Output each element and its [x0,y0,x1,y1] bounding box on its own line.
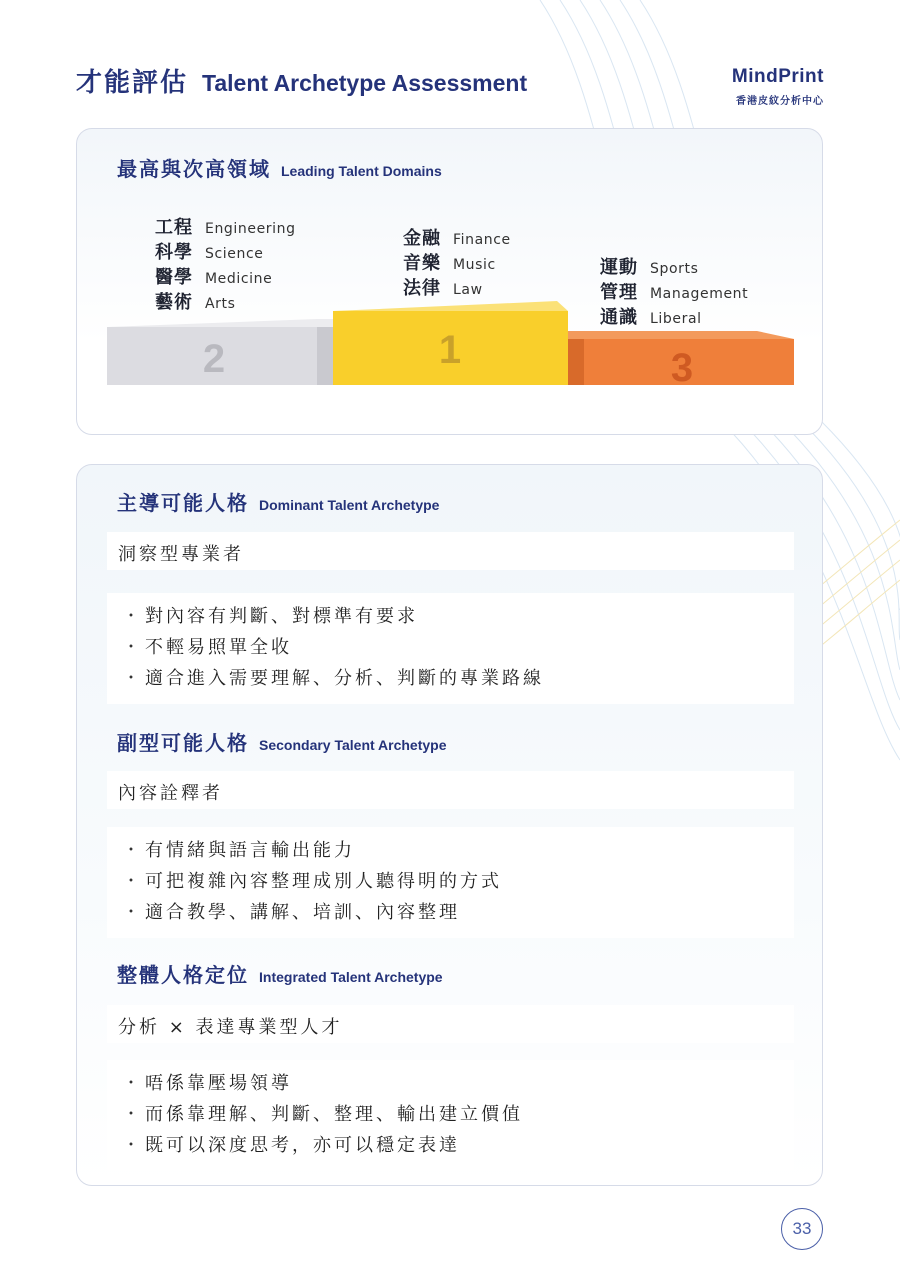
domain-en: Medicine [205,271,273,287]
domain-en: Finance [453,232,511,248]
section-title-en: Leading Talent Domains [281,163,442,179]
domain-en: Engineering [205,221,296,237]
bullet-dot: ・ [123,606,143,625]
domain-en: Management [650,286,749,302]
page-title-en: Talent Archetype Assessment [202,70,528,96]
domain-zh: 醫學 [155,267,193,288]
section-title-en: Dominant Talent Archetype [259,497,440,513]
domain-en: Law [453,282,483,298]
list-item [123,833,778,864]
dominant-archetype-name: 洞察型專業者 [107,532,794,570]
page-title [76,62,527,99]
secondary-title [117,727,447,756]
integrated-archetype-name: 分析 × 表達專業型人才 [107,1005,794,1043]
section-title-zh: 最高與次高領域 [117,157,271,181]
dominant-title [117,487,439,516]
bullet-text: 可把複雜內容整理成別人聽得明的方式 [145,870,502,892]
bullet-dot: ・ [123,1104,143,1123]
domain-zh: 管理 [600,282,638,303]
bullet-dot: ・ [123,902,143,921]
bullet-dot: ・ [123,1073,143,1092]
dominant-bullets [107,593,794,704]
bullet-text: 而係靠理解、判斷、整理、輸出建立價值 [145,1103,523,1125]
podium-rank-2-label: 2 [202,337,226,381]
logo-brand: MindPrint [731,66,824,87]
integrated-title [117,959,443,988]
bullet-dot: ・ [123,840,143,859]
domain-zh: 通識 [600,307,638,328]
page-title-zh: 才能評估 [76,68,189,98]
domain-zh: 運動 [600,257,638,278]
domain-zh: 法律 [403,278,441,299]
domain-en: Sports [650,261,699,277]
domain-zh: 藝術 [155,292,193,313]
page-number: 33 [781,1208,823,1250]
bullet-text: 對內容有判斷、對標準有要求 [145,605,418,627]
secondary-bullets [107,827,794,938]
list-item [123,1128,778,1159]
list-item [123,864,778,895]
list-item [123,1097,778,1128]
list-item [123,599,778,630]
section-title-zh: 主導可能人格 [117,491,249,515]
domain-en: Arts [205,296,236,312]
podium-rank-1-label: 1 [438,328,462,372]
list-item [123,661,778,692]
domain-zh: 工程 [155,217,193,238]
podium-block-rank-1 [333,301,568,385]
list-item [123,895,778,926]
section-title-zh: 整體人格定位 [117,963,249,987]
domain-zh: 音樂 [403,253,441,274]
list-item [123,630,778,661]
mindprint-logo [732,66,824,107]
podium-block-rank-3 [568,331,794,390]
domain-zh: 科學 [155,242,193,263]
secondary-archetype-name: 內容詮釋者 [107,771,794,809]
archetype-card [76,464,823,1186]
podium-block-rank-2 [107,319,333,385]
bullet-text: 既可以深度思考，亦可以穩定表達 [145,1134,460,1156]
bullet-dot: ・ [123,871,143,890]
podium-graphic [77,129,824,436]
list-item [123,1066,778,1097]
domain-zh: 金融 [403,228,441,249]
bullet-text: 適合進入需要理解、分析、判斷的專業路線 [145,667,544,689]
bullet-text: 有情緒與語言輸出能力 [145,839,355,861]
podium-rank-3-label: 3 [670,346,694,390]
bullet-text: 適合教學、講解、培訓、內容整理 [145,901,460,923]
section-title-en: Secondary Talent Archetype [259,737,447,753]
section-title-zh: 副型可能人格 [117,731,249,755]
domain-en: Liberal [650,311,702,327]
leading-domains-card [76,128,823,435]
bullet-text: 不輕易照單全收 [145,636,292,658]
domain-en: Science [205,246,264,262]
logo-subtitle: 香港皮紋分析中心 [736,96,824,107]
integrated-bullets [107,1060,794,1171]
domain-en: Music [453,257,496,273]
bullet-dot: ・ [123,637,143,656]
section-title-en: Integrated Talent Archetype [259,969,443,985]
bullet-text: 唔係靠壓場領導 [145,1072,292,1094]
bullet-dot: ・ [123,1135,143,1154]
bullet-dot: ・ [123,668,143,687]
